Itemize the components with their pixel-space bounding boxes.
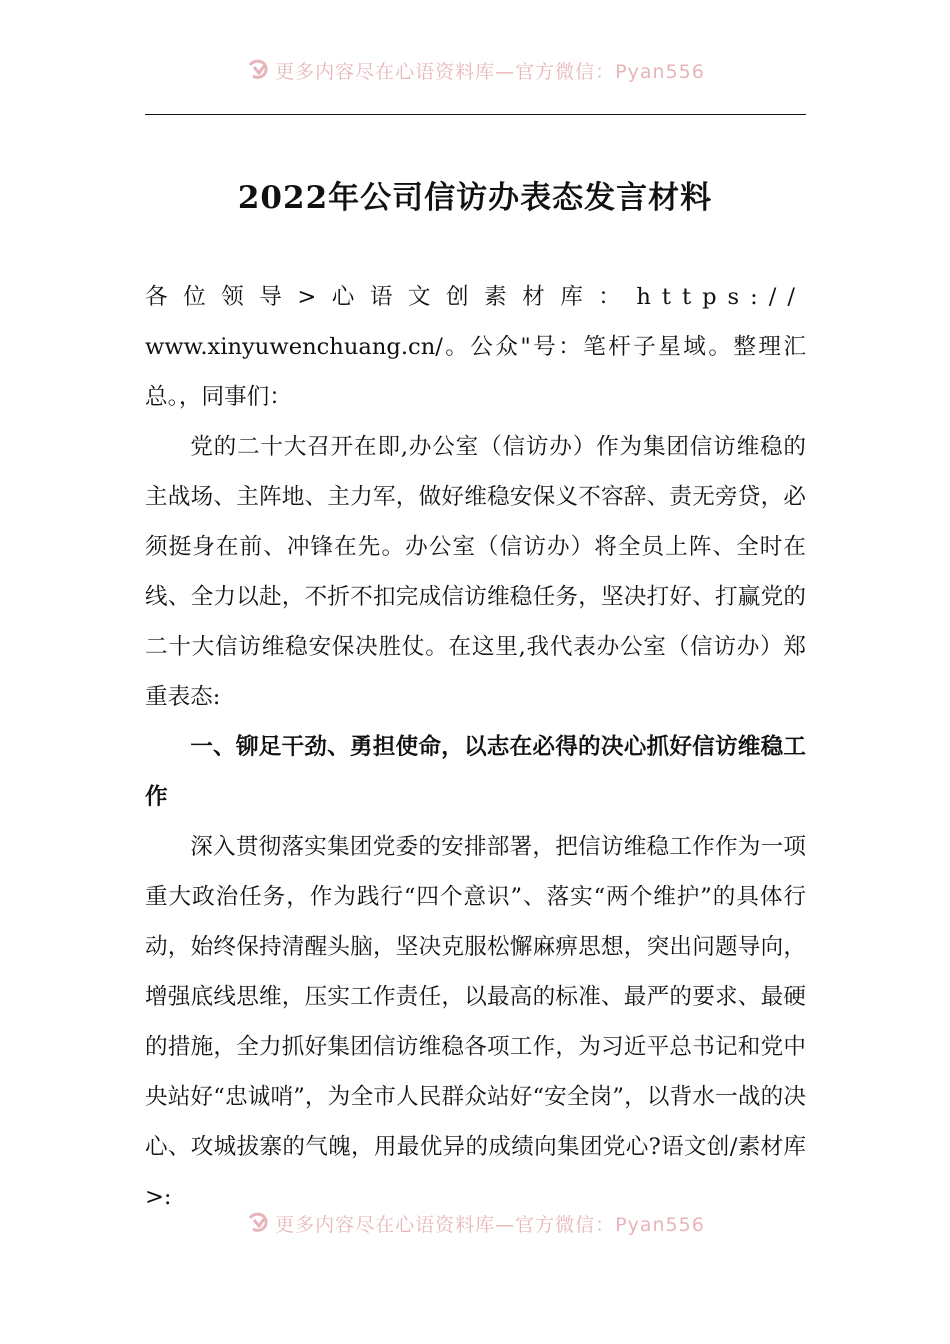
salutation-line-1: 各位领导>心语文创素材库：https:// xyxy=(145,284,806,310)
document-title: 2022年公司信访办表态发言材料 xyxy=(237,180,713,216)
section-heading-1: 一、铆足干劲、勇担使命，以志在必得的决心抓好信访维稳工作 xyxy=(145,734,806,810)
watermark-logo-icon xyxy=(245,1210,271,1236)
watermark-text: 更多内容尽在心语资料库—官方微信：Pyan556 xyxy=(275,1213,705,1236)
paragraph-1: 党的二十大召开在即,办公室（信访办）作为集团信访维稳的主战场、主阵地、主力军，做好维稳安保义不容辞、责无旁贷，必须挺身在前、冲锋在先。办公室（信访办）将全员上阵、全时在线、全力以赴，不折不扣完成信访维稳任务，坚决打好、打赢党的二十大信访维稳安保决胜仗。在这里,我代表办公室（信访办）郑重表态: xyxy=(145,434,806,710)
salutation-rest: www.xinyuwenchuang.cn/。公众"号：笔杆子星域。整理汇总。，同事们： xyxy=(145,334,806,410)
document-body xyxy=(145,272,806,1222)
watermark-header xyxy=(0,55,950,85)
salutation xyxy=(145,272,806,422)
watermark-text: 更多内容尽在心语资料库—官方微信：Pyan556 xyxy=(275,60,705,83)
watermark-footer xyxy=(0,1208,950,1238)
header-divider xyxy=(145,114,806,115)
watermark-logo-icon xyxy=(245,57,271,83)
paragraph-2: 深入贯彻落实集团党委的安排部署，把信访维稳工作作为一项重大政治任务，作为践行“四个意识”、落实“两个维护”的具体行动，始终保持清醒头脑，坚决克服松懈麻痹思想，突出问题导向，增强底线思维，压实工作责任，以最高的标准、最严的要求、最硬的措施，全力抓好集团信访维稳各项工作，为习近平总书记和党中央站好“忠诚哨”，为全市人民群众站好“安全岗”，以背水一战的决心、攻城拔寨的气魄，用最优异的成绩向集团党心?语文创/素材库>: xyxy=(145,834,806,1210)
